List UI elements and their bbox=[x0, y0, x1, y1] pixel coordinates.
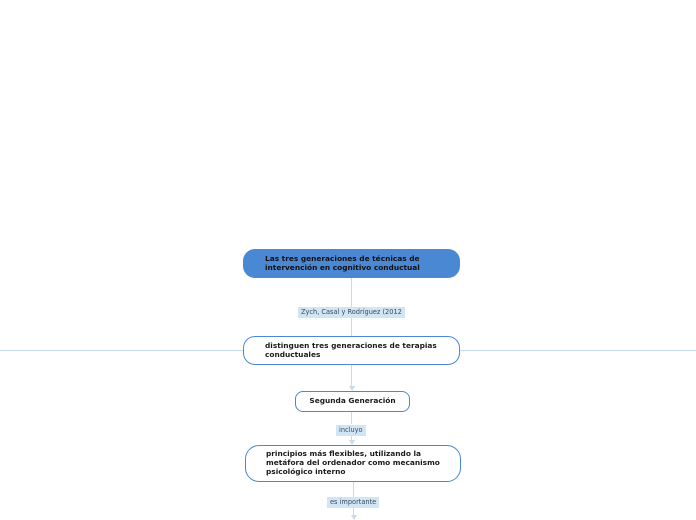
node-principios[interactable] bbox=[245, 445, 461, 482]
node-distinguen-text: distinguen tres generaciones de terapias conductuales bbox=[265, 340, 437, 359]
node-root-text: Las tres generaciones de técnicas de intervención en cognitivo conductual bbox=[265, 253, 420, 272]
node-segunda-generacion[interactable] bbox=[295, 391, 410, 412]
connector-principios-to-label bbox=[353, 482, 354, 497]
node-distinguen[interactable] bbox=[243, 336, 460, 365]
connector-segunda-to-label bbox=[351, 411, 352, 424]
connector-root-to-label bbox=[351, 278, 352, 307]
link-label-incluyo[interactable]: incluyo bbox=[336, 425, 366, 436]
node-segunda-text: Segunda Generación bbox=[309, 396, 396, 406]
node-principios-text: principios más flexibles, utilizando la metáfora del ordenador como mecanismo psicológico interno bbox=[266, 449, 440, 476]
link-label-es-importante[interactable]: es importante bbox=[327, 497, 379, 508]
connector-label-to-next bbox=[353, 508, 354, 515]
connector-distinguen-to-segunda bbox=[351, 364, 352, 386]
arrow-to-next bbox=[351, 515, 357, 520]
connector-label-to-distinguen bbox=[351, 318, 352, 337]
node-root-topic[interactable] bbox=[243, 249, 460, 278]
link-label-zych[interactable]: Zych, Casal y Rodríguez (2012 bbox=[298, 307, 405, 318]
